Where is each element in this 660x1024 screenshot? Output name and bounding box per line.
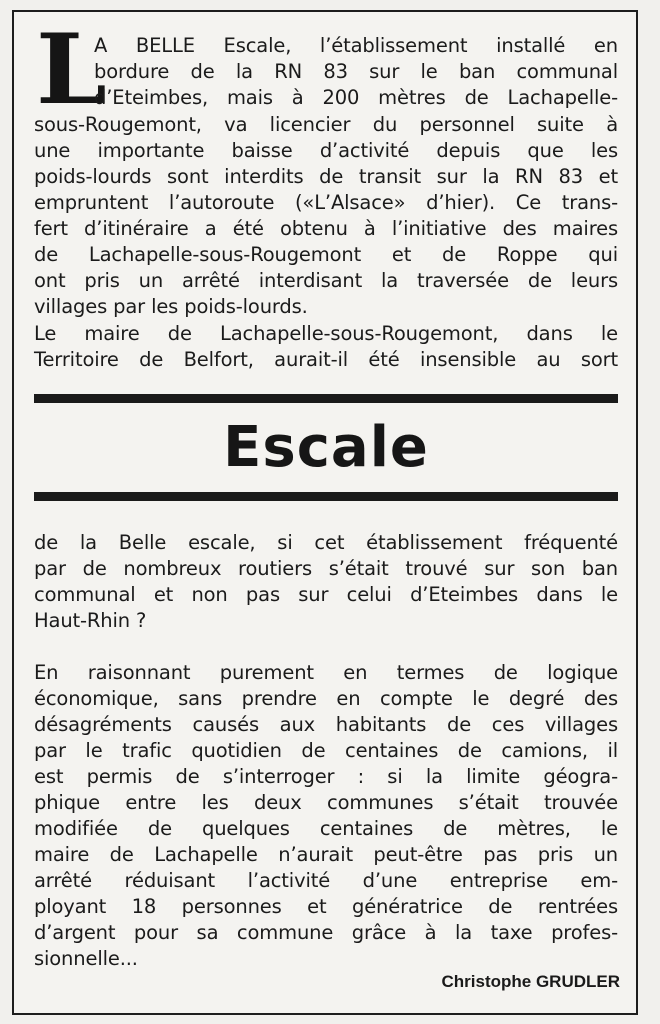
headline-rule-top — [34, 394, 618, 403]
intro-line-9: de Lachapelle-sous-Rougemont et de Roppe qui — [34, 243, 618, 266]
intro-line-7: empruntent l’autoroute («L’Alsace» d’hier). Ce trans- — [34, 191, 618, 214]
final-line-9: arrêté réduisant l’activité d’une entreprise em- — [34, 869, 618, 892]
headline: Escale — [223, 415, 429, 480]
final-line-8: maire de Lachapelle n’aurait peut-être pas pris un — [34, 843, 618, 866]
middle-line-3: communal et non pas sur celui d’Eteimbes dans le — [34, 583, 618, 606]
intro-line-12: Le maire de Lachapelle-sous-Rougemont, dans le — [34, 322, 618, 345]
middle-line-2: par de nombreux routiers s’était trouvé sur son ban — [34, 557, 618, 580]
final-line-6: phique entre les deux communes s’était trouvée — [34, 791, 618, 814]
intro-line-1: A BELLE Escale, l’établissement installé en — [94, 34, 618, 57]
intro-line-6: poids-lourds sont interdits de transit sur la RN 83 et — [34, 165, 618, 188]
final-line-3: désagréments causés aux habitants de ces villages — [34, 713, 618, 736]
final-line-12: sionnelle... — [34, 947, 138, 970]
intro-line-13: Territoire de Belfort, aurait-il été insensible au sort — [34, 348, 618, 371]
intro-line-3: d’Eteimbes, mais à 200 mètres de Lachapelle- — [94, 86, 618, 109]
intro-line-8: fert d’itinéraire a été obtenu à l’initiative des maires — [34, 217, 618, 240]
drop-cap-letter: L — [36, 13, 107, 126]
final-line-7: modifiée de quelques centaines de mètres, le — [34, 817, 618, 840]
middle-line-4: Haut-Rhin ? — [34, 609, 147, 632]
final-line-4: par le trafic quotidien de centaines de camions, il — [34, 739, 618, 762]
intro-line-4: sous-Rougemont, va licencier du personnel suite à — [34, 113, 618, 136]
final-line-5: est permis de s’interroger : si la limite géogra- — [34, 765, 618, 788]
intro-line-11: villages par les poids-lourds. — [34, 295, 308, 318]
final-line-11: d’argent pour sa commune grâce à la taxe profes- — [34, 921, 618, 944]
intro-line-10: ont pris un arrêté interdisant la traversée de leurs — [34, 269, 618, 292]
author-signature: Christophe GRUDLER — [441, 972, 620, 991]
final-line-10: ployant 18 personnes et génératrice de rentrées — [34, 895, 618, 918]
final-line-2: économique, sans prendre en compte le degré des — [34, 687, 618, 710]
intro-line-2: bordure de la RN 83 sur le ban communal — [94, 60, 618, 83]
final-line-1: En raisonnant purement en termes de logique — [34, 661, 618, 684]
intro-line-5: une importante baisse d’activité depuis que les — [34, 139, 618, 162]
middle-line-1: de la Belle escale, si cet établissement fréquenté — [34, 531, 618, 554]
headline-rule-bottom — [34, 492, 618, 501]
